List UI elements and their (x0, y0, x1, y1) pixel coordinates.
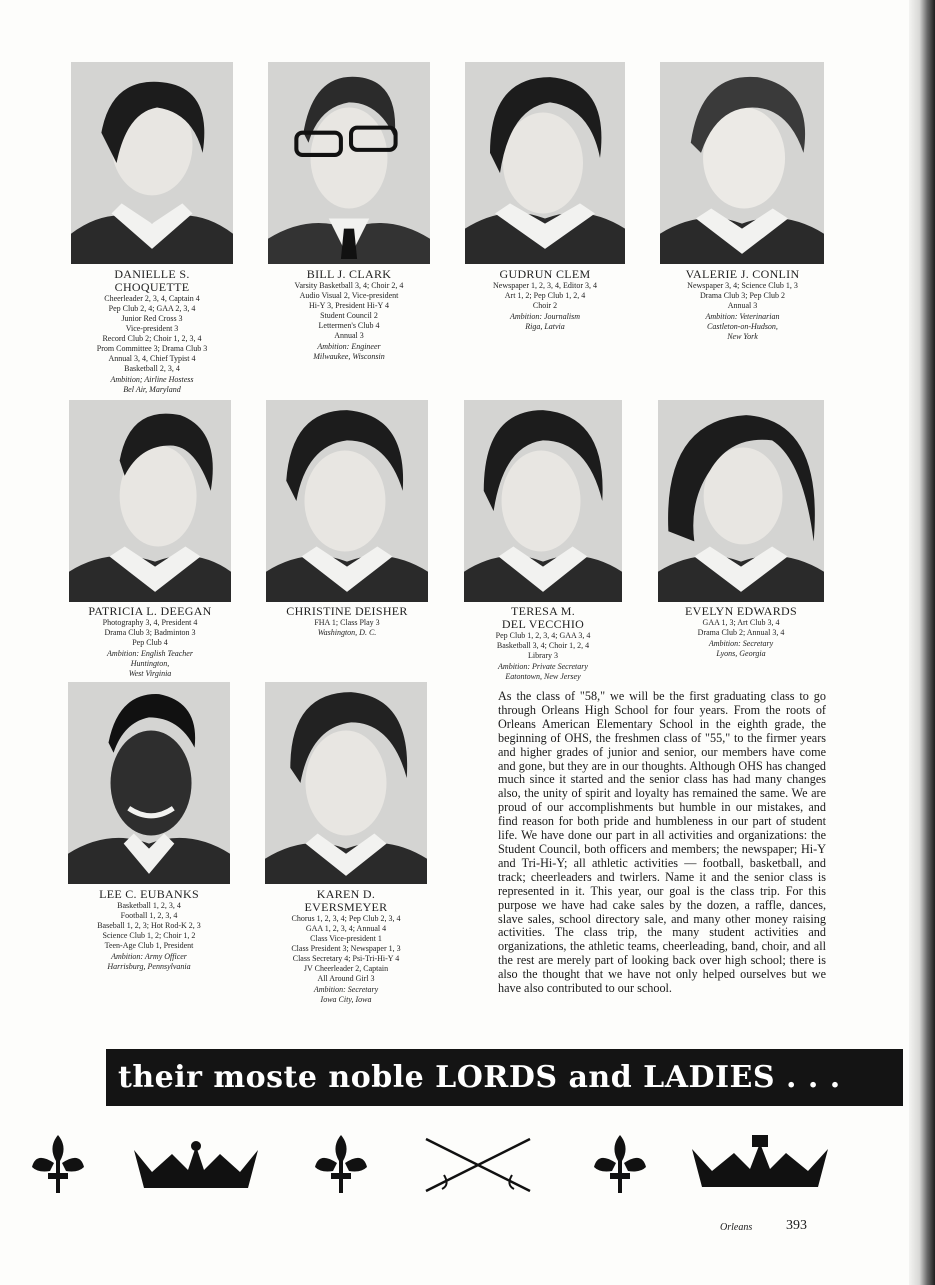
student-hometown: Lyons, Georgia (716, 649, 766, 658)
student-caption (458, 605, 628, 682)
student-ambition: Ambition: Private Secretary (498, 662, 588, 671)
student-activities: Pep Club 1, 2, 3, 4; GAA 3, 4 Basketball 3, 4; Choir 1, 2, 4 Library 3 (495, 631, 591, 660)
student-photo (268, 62, 430, 264)
student-hometown: Castleton-on-Hudson, New York (707, 322, 778, 341)
student-caption (653, 605, 829, 659)
student-activities: Photography 3, 4, President 4 Drama Club 3; Badminton 3 Pep Club 4 (102, 618, 198, 647)
student-ambition: Ambition: English Teacher (107, 649, 193, 658)
student-ambition: Ambition: Journalism (510, 312, 580, 321)
student-ambition: Ambition: Veterinarian (705, 312, 780, 321)
student-caption (60, 888, 238, 972)
student-name: BILL J. CLARK (306, 267, 392, 281)
student-hometown: Harrisburg, Pennsylvania (107, 962, 191, 971)
student-caption (268, 268, 430, 362)
student-hometown: Eatontown, New Jersey (505, 672, 581, 681)
student-caption (455, 268, 635, 332)
student-photo (68, 682, 230, 884)
student-photo (658, 400, 824, 602)
student-photo (71, 62, 233, 264)
student-name: KAREN D. EVERSMEYER (304, 887, 388, 914)
student-name: VALERIE J. CONLIN (685, 267, 800, 281)
student-activities: Cheerleader 2, 3, 4, Captain 4 Pep Club 2, 4; GAA 2, 3, 4 Junior Red Cross 3 Vice-president 3 Record Club 2; Choir 1, 2, 3, 4 Prom Committee 3; Drama Club 3 Annual 3, 4, Chief Typist 4 Basketball 2, 3, 4 (96, 294, 208, 373)
class-history-paragraph: As the class of "58," we will be the first graduating class to go through Orleans High School for four years. From the roots of Orleans American Elementary School in the eighth grade, the beginning of OHS, the freshmen class of "55," to the firmer years and higher grades of junior and senior, our members have come and gone, but they are in our thoughts. Although OHS has changed much since it started and the senior class has had many changes also, the unity of spirit and loyalty has remained the same. We are proud of our accomplishments but humble in our mistakes, and find reason for both pride and humbleness in our part of student life. We have done our part in all activities and organizations: the Student Council, both officers and members; the newspaper; Hi-Y and Tri-Hi-Y; all athletic activities — football, basketball, and track; cheerleaders and twirlers. Name it and the senior class is represented in it. This year, our goal is the class trip. For this purpose we have had cake sales by the dozen, a raffle, dances, slave sales, school directory sale, and many other money raising activities. The class trip, the many student activities and organizations, the athletic teams, cheerleading, band, choir, and all the rest are merely part of looking back over high school; there is also the thought that we have not only helped ourselves but we have also contributed to our school. (498, 689, 826, 996)
student-ambition: Ambition: Secretary (313, 985, 379, 994)
student-hometown: Riga, Latvia (525, 322, 565, 331)
student-caption (655, 268, 830, 342)
student-name: LEE C. EUBANKS (99, 887, 199, 901)
student-photo (265, 682, 427, 884)
student-ambition: Ambition; Airline Hostess (110, 375, 194, 384)
student-name: EVELYN EDWARDS (685, 604, 797, 618)
student-ambition: Ambition: Engineer (317, 342, 381, 351)
student-hometown: Iowa City, Iowa (320, 995, 372, 1004)
student-photo (69, 400, 231, 602)
fleur-de-lis-icon (30, 1133, 86, 1197)
student-photo (660, 62, 824, 264)
student-caption (71, 268, 233, 395)
student-activities: Newspaper 3, 4; Science Club 1, 3 Drama Club 3; Pep Club 2 Annual 3 (687, 281, 798, 310)
student-photo (464, 400, 622, 602)
student-activities: Varsity Basketball 3, 4; Choir 2, 4 Audio Visual 2, Vice-president Hi-Y 3, President Hi-Y 4 Student Council 2 Lettermen's Club 4 Annual 3 (294, 281, 404, 340)
student-ambition: Ambition: Army Officer (111, 952, 187, 961)
student-activities: GAA 1, 3; Art Club 3, 4 Drama Club 2; Annual 3, 4 (697, 618, 785, 637)
student-name: DANIELLE S. CHOQUETTE (114, 267, 190, 294)
student-photo (266, 400, 428, 602)
page-banner: their moste noble LORDS and LADIES . . . (106, 1049, 903, 1106)
student-activities: Chorus 1, 2, 3, 4; Pep Club 2, 3, 4 GAA 1, 2, 3, 4; Annual 4 Class Vice-president 1 Class President 3; Newspaper 1, 3 Class Secretary 4; Psi-Tri-Hi-Y 4 JV Cheerleader 2, Captain All Around Girl 3 (291, 914, 401, 983)
student-hometown: Bel Air, Maryland (123, 385, 181, 394)
student-caption (261, 605, 433, 638)
crown-icon (132, 1140, 260, 1192)
footer-school-name: Orleans (720, 1222, 753, 1233)
crown-icon (690, 1133, 830, 1191)
page-number: 393 (786, 1218, 807, 1233)
student-ambition: Ambition: Secretary (708, 639, 774, 648)
student-name: GUDRUN CLEM (499, 267, 591, 281)
student-photo (465, 62, 625, 264)
student-hometown: Milwaukee, Wisconsin (313, 352, 385, 361)
crossed-swords-icon (420, 1135, 536, 1195)
student-activities: FHA 1; Class Play 3 (314, 618, 380, 627)
student-hometown: Washington, D. C. (317, 628, 377, 637)
student-name: TERESA M. DEL VECCHIO (501, 604, 585, 631)
student-activities: Basketball 1, 2, 3, 4 Football 1, 2, 3, 4 Baseball 1, 2, 3; Hot Rod-K 2, 3 Science Club 1, 2; Choir 1, 2 Teen-Age Club 1, President (97, 901, 201, 950)
student-caption (64, 605, 236, 679)
book-spine-edge (909, 0, 935, 1285)
student-name: CHRISTINE DEISHER (286, 604, 408, 618)
student-name: PATRICIA L. DEEGAN (88, 604, 212, 618)
fleur-de-lis-icon (313, 1133, 369, 1197)
fleur-de-lis-icon (592, 1133, 648, 1197)
student-hometown: Huntington, West Virginia (128, 659, 172, 678)
student-activities: Newspaper 1, 2, 3, 4, Editor 3, 4 Art 1, 2; Pep Club 1, 2, 4 Choir 2 (493, 281, 597, 310)
student-caption (258, 888, 434, 1005)
